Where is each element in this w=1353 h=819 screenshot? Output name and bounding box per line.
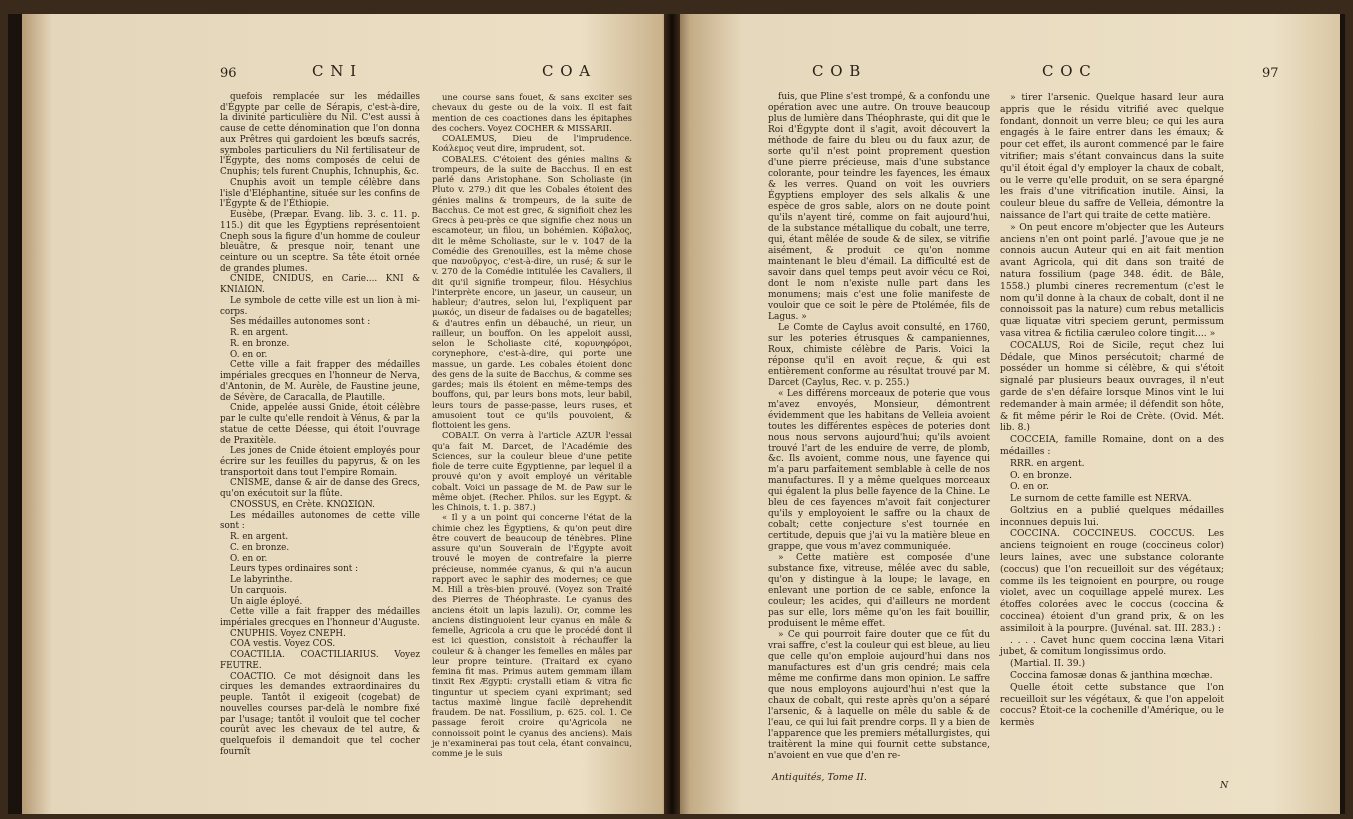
left-page <box>22 14 672 814</box>
paragraph: O. en or. <box>1010 481 1049 493</box>
paragraph: COCCINA. COCCINEUS. COCCUS. Les anciens teignoient en rouge (coccineus color) leurs laines, avec une substance colorante (coccus) que l'on recueilloit sur des végétaux; comme ils les teignoient en pourpre, ou rouge violet, avec un coquillage appelé murex. Les étoffes colorées avec le coccus (coccina & coccinea) étoient d'un grand prix, & on les assimiloit à la pourpre. (Juvénal. sat. III. 283.) : <box>1000 528 1224 634</box>
paragraph: CNOSSUS, en Crète. KNΩΣIΩN. <box>230 499 375 510</box>
paragraph: » Cette matière est composée d'une substance fixe, vitreuse, mêlée avec du sable, qu'on y distingue à la loupe; le lavage, en enlevant une portion de ce sable, enfonce la couleur; les acides, qui d'ailleurs ne mordent pas sur elle, lors même qu'on les fait bouillir, produisent le même effet. <box>768 553 990 630</box>
paragraph: COCCEIA, famille Romaine, dont on a des médailles : <box>1000 434 1224 457</box>
paragraph: Goltzius en a publié quelques médailles inconnues depuis lui. <box>1000 504 1224 528</box>
paragraph: » tirer l'arsenic. Quelque hasard leur aura appris que le résidu vitrifié avec quelque fondant, donnoit un verre bleu; ce qui les aura engagés à le faire entrer dans les émaux; & pour cet effet, ils auront commencé par le faire vitrifier; mais s'étant convaincus dans la suite qu'il étoit égal d'y employer la chaux de cobalt, ou le verre qu'elle produit, on se sera épargné les frais d'une vitrification inutile. Ainsi, la couleur bleue du saffre de Velleia, démontre la naissance de l'art qui traite de cette matière. <box>1000 92 1224 221</box>
paragraph: O. en bronze. <box>1010 469 1073 481</box>
right-page-column-1 <box>768 92 990 762</box>
paragraph: (Martial. II. 39.) <box>1010 658 1086 670</box>
paragraph: COALEMUS, Dieu de l'imprudence. Κοάλεμος veut dire, imprudent, sot. <box>432 133 632 154</box>
paragraph: Le labyrinthe. <box>230 575 293 586</box>
book-spread <box>8 14 1345 814</box>
paragraph: Cette ville a fait frapper des médailles impériales grecques en l'honneur de Nerva, d'Antonin, de M. Aurèle, de Faustine jeune, de Sévère, de Caracalla, de Plautille. <box>220 360 420 403</box>
paragraph: COACTILIA. COACTILIARIUS. Voyez FEUTRE. <box>220 650 420 671</box>
paragraph: Quelle étoit cette substance que l'on recueilloit sur les végétaux, & que l'on appeloit coccus? Étoit-ce la cochenille d'Amérique, ou le kermès <box>1000 681 1224 729</box>
paragraph: CNUPHIS. Voyez CNEPH. <box>230 628 346 639</box>
paragraph: COACTIO. Ce mot désignoit dans les cirques les demandes extraordinaires du peuple. Tantôt il exigeoit (cogebat) de nouvelles courses par-delà le nombre fixé par l'usage; tantôt il vouloit que tel cocher courût avec les chevaux de tel autre, & quelquefois il demandoit que tel cocher fournît <box>220 671 420 757</box>
right-page-column-2 <box>1000 92 1224 729</box>
paragraph: COBALT. On verra à l'article AZUR l'essai qu'a fait M. Darcet, de l'Académie des Sciences, sur la couleur bleue d'une petite fiole de terre cuite Égyptienne, par lequel il a prouvé qu'on y avoit employé un véritable cobalt. Voici un passage de M. de Paw sur le même objet. (Recher. Philos. sur les Egypt. & les Chinois, t. 1. p. 387.) <box>432 430 632 512</box>
paragraph: R. en argent. <box>230 328 289 339</box>
paragraph: CNIDE, CNIDUS, en Carie.... KNI & KNIΔIΩN. <box>220 274 420 296</box>
left-page-column-1 <box>220 92 420 758</box>
running-head-left: C N I <box>312 62 358 80</box>
paragraph: quefois remplacée sur les médailles d'Égypte par celle de Sérapis, c'est-à-dire, la divinité particulière du Nil. C'est aussi à cause de cette dénomination que l'on donna aux Prêtres qui gardoient les bœufs sacrés, symboles particuliers du Nil fertilisateur de l'Égypte, des noms composés de celui de Cnuphis; tels furent Cnuphis, Ichnuphis, &c. <box>220 92 420 178</box>
paragraph: Ses médailles autonomes sont : <box>230 317 371 328</box>
paragraph: R. en argent. <box>230 532 289 543</box>
left-page-column-2 <box>432 92 632 758</box>
paragraph: RRR. en argent. <box>1010 457 1085 469</box>
paragraph: fuis, que Pline s'est trompé, & a confondu une opération avec une autre. On trouve beaucoup plus de lumière dans Théophraste, qui dit que le Roi d'Égypte dont il s'agit, avoit découvert la méthode de faire du bleu ou du faux azur, de sorte qu'il n'est point proprement question d'une pierre précieuse, mais d'une substance colorante, pour teindre les fayences, les émaux & les verres. Quand on voit les ouvriers Égyptiens employer des sels alkalis & une espèce de gros sable, alors on ne doute point qu'ils n'ayent tiré, comme on fait aujourd'hui, de la substance métallique du cobalt, une terre, qui, étant mêlée de soude & de silex, se vitrifie aisément, & produit ce qu'on nomme maintenant le bleu d'émail. La difficulté est de savoir dans quel temps peut avoir vécu ce Roi, dont le nom n'existe nulle part dans les monumens; mais c'est une folie manifeste de vouloir que ce soit le père de Ptolémée, fils de Lagus. » <box>768 92 990 322</box>
paragraph: . . . . Cavet hunc quem coccina læna Vitari jubet, & comitum longissimus ordo. <box>1000 634 1224 658</box>
paragraph: « Il y a un point qui concerne l'état de la chimie chez les Égyptiens, & qu'on peut dire être couvert de beaucoup de ténèbres. Pline assure qu'un Souverain de l'Égypte avoit trouvé le moyen de contrefaire la pierre précieuse, nommée cyanus, & qui n'a aucun rapport avec le saphir des modernes; ce que M. Hill a très-bien prouvé. (Voyez son Traité des Pierres de Théophraste. Le cyanus des anciens étoit un lapis lazuli). Or, comme les anciens distinguoient leur cyanus en mâle & femelle, Agricola a cru que le procédé dont il est ici question, consistoit à réchauffer la couleur & à changer les femelles en mâles par leur propre teinture. (Traitard ex cyano femina fit mas. Primus autem gemmam illam tinxit Rex Ægypti: crystalli etiam & vitra fic tinguntur ut speciem cyani exprimant; sed tactus maximè lingue facilè deprehendit fraudem. De nat. Fossilium, p. 625. col. 1. Ce passage feroit croire qu'Agricola ne connoissoit point le cyanus des anciens). Mais je n'examinerai pas tout cela, étant convaincu, comme je le suis <box>432 512 632 758</box>
page-number-right: 97 <box>1262 66 1279 81</box>
page-number-left: 96 <box>220 66 237 81</box>
paragraph: Cette ville a fait frapper des médailles impériales grecques en l'honneur d'Auguste. <box>220 607 420 628</box>
running-head-left: C O B <box>812 62 862 80</box>
paragraph: Coccina famosæ donas & janthina mœchæ. <box>1010 670 1213 682</box>
paragraph: COBALES. C'étoient des génies malins & trompeurs, de la suite de Bacchus. Il en est parlé dans Aristophane. Son Scholiaste (in Pluto v. 279.) dit que les Cobales étoient des génies malins & trompeurs, de la suite de Bacchus. Ce mot est grec, & signifioit chez les Grecs à peu-près ce que signifie chez nous un escamoteur, un filou, un bohémien. Κόβαλος, dit le même Scholiaste, sur le v. 1047 de la Comédie des Grenouilles, est la même chose que πανοῦργος, c'est-à-dire, un rusé; & sur le v. 270 de la Comédie intitulée les Cavaliers, il dit qu'il signifie trompeur, filou. Hésychius l'interprète encore, un jaseur, un causeur, un hableur; d'autres, selon lui, l'expliquent par μωκός, un diseur de fadaises ou de bagatelles; & d'autres enfin un débauché, un rieur, un railleur, un bouffon. On les appeloit aussi, selon le Scholiaste cité, κορυνηφόροι, corynephore, c'est-à-dire, qui porte une massue, un garde. Les cobales étoient donc des gens de la suite de Bacchus, & comme ses gardes; mais ils étoient en même-temps des bouffons, qui, par leurs bons mots, leur babil, leurs tours de passe-passe, leurs ruses, et amusoient tout ce qu'ils pouvoient, & flottoient les gens. <box>432 153 632 430</box>
paragraph: Leurs types ordinaires sont : <box>230 564 359 575</box>
paragraph: R. en bronze. <box>230 338 290 349</box>
paragraph: « Les différens morceaux de poterie que vous m'avez envoyés, Monsieur, démontrent évidemment que les habitans de Velleia avoient toutes les différentes espèces de poteries dont nous nous servons aujourd'hui; qu'ils avoient trouvé l'art de les enduire de verre, de plomb, &c. Ils avoient, comme nous, une fayence qui m'a paru parfaitement semblable à celle de nos manufactures. Il y a même quelques morceaux qui égalent la plus belle fayence de la Chine. Le bleu de ces fayences m'avoit fait conjecturer qu'ils y employoient le saffre ou la chaux de cobalt; cette conjecture s'est tournée en certitude, depuis que j'ai vu la matière bleue en grappe, que vous m'avez communiquée. <box>768 388 990 553</box>
gutter <box>664 14 680 814</box>
paragraph: COA vestis. Voyez COS. <box>230 639 336 650</box>
paragraph: Eusèbe, (Præpar. Evang. lib. 3. c. 11. p. 115.) dit que les Égyptiens représentoient Cneph sous la figure d'un homme de couleur bleuâtre, & presque noir, tenant une ceinture ou un sceptre. Sa tête étoit ornée de grandes plumes. <box>220 210 420 274</box>
paragraph: Un aigle éployé. <box>230 596 303 607</box>
paragraph: COCALUS, Roi de Sicile, reçut chez lui Dédale, que Minos persécutoit; charmé de posséder un homme si célèbre, & qui s'étoit signalé par plusieurs beaux ouvrages, il n'eut garde de s'en défaire lorsque Minos vint le lui redemander à main armée; il défendit son hôte, & fit même périr le Roi de Crète. (Ovid. Mét. lib. 8.) <box>1000 339 1224 434</box>
paragraph: O. en or. <box>230 349 268 360</box>
paragraph: Les médailles autonomes de cette ville sont : <box>220 510 420 532</box>
paragraph: Le Comte de Caylus avoit consulté, en 1760, sur les poteries étrusques & campaniennes, Roux, chimiste célèbre de Paris. Voici la réponse qu'il en avoit reçue, & qui est entièrement conforme au résultat trouvé par M. Darcet (Caylus, Rec. v. p. 255.) <box>768 322 990 388</box>
right-page <box>672 14 1340 814</box>
paragraph: Cnuphis avoit un temple célèbre dans l'isle d'Eléphantine, située sur les confins de l'Égypte & de l'Éthiopie. <box>220 177 420 210</box>
running-head-right: C O A <box>542 62 592 80</box>
paragraph: C. en bronze. <box>230 542 290 553</box>
paragraph: Cnide, appelée aussi Gnide, étoit célèbre par le culte qu'elle rendoit à Vénus, & par la statue de cette Déesse, qui étoit l'ouvrage de Praxitèle. <box>220 403 420 446</box>
paragraph: » Ce qui pourroit faire douter que ce fût du vrai saffre, c'est la couleur qui est bleue, au lieu que celle qu'on emploie aujourd'hui dans nos manufactures est d'un gris cendré; mais cela même me confirme dans mon opinion. Le saffre que nous employons aujourd'hui n'est que la chaux de cobalt, qui reste après qu'on a séparé l'arsenic, & à laquelle on mêle du sable & de l'eau, ce qui lui fait prendre corps. Il y a bien de l'apparence que les premiers métallurgistes, qui traitèrent la mine qui fournit cette substance, n'avoient en vue que d'en re- <box>768 630 990 762</box>
paragraph: Le symbole de cette ville est un lion à mi-corps. <box>220 295 420 317</box>
paragraph: O. en or. <box>230 553 268 564</box>
paragraph: Le surnom de cette famille est NERVA. <box>1010 493 1192 505</box>
paragraph: CNISME, danse & air de danse des Grecs, qu'on exécutoit sur la flûte. <box>220 478 420 500</box>
paragraph: » On peut encore m'objecter que les Auteurs anciens n'en ont point parlé. J'avoue que je ne connois aucun Auteur qui en ait fait mention avant Agricola, qui dit dans son traité de natura fossilium (page 348. édit. de Bâle, 1558.) plumbi cineres recrementum (c'est le nom qu'il donne à la chaux de cobalt, dont il ne connoissoit pas la nature) cum rebus metallicis quæ liquatæ vitri speciem gerunt, permissum vasa vitrea & fictilia cæruleo colore tingit.... » <box>1000 221 1224 339</box>
paragraph: Un carquois. <box>230 585 287 596</box>
footer-volume: Antiquités, Tome II. <box>772 772 867 783</box>
signature-mark: N <box>1220 780 1229 791</box>
paragraph: Les jones de Cnide étoient employés pour écrire sur les feuilles du papyrus, & on les transportoit dans tout l'empire Romain. <box>220 446 420 478</box>
running-head-right: C O C <box>1042 62 1092 80</box>
paragraph: une course sans fouet, & sans exciter ses chevaux du geste ou de la voix. Il est fait mention de ces coactiones dans les épitaphes des cochers. Voyez COCHER & MISSARII. <box>432 92 632 133</box>
